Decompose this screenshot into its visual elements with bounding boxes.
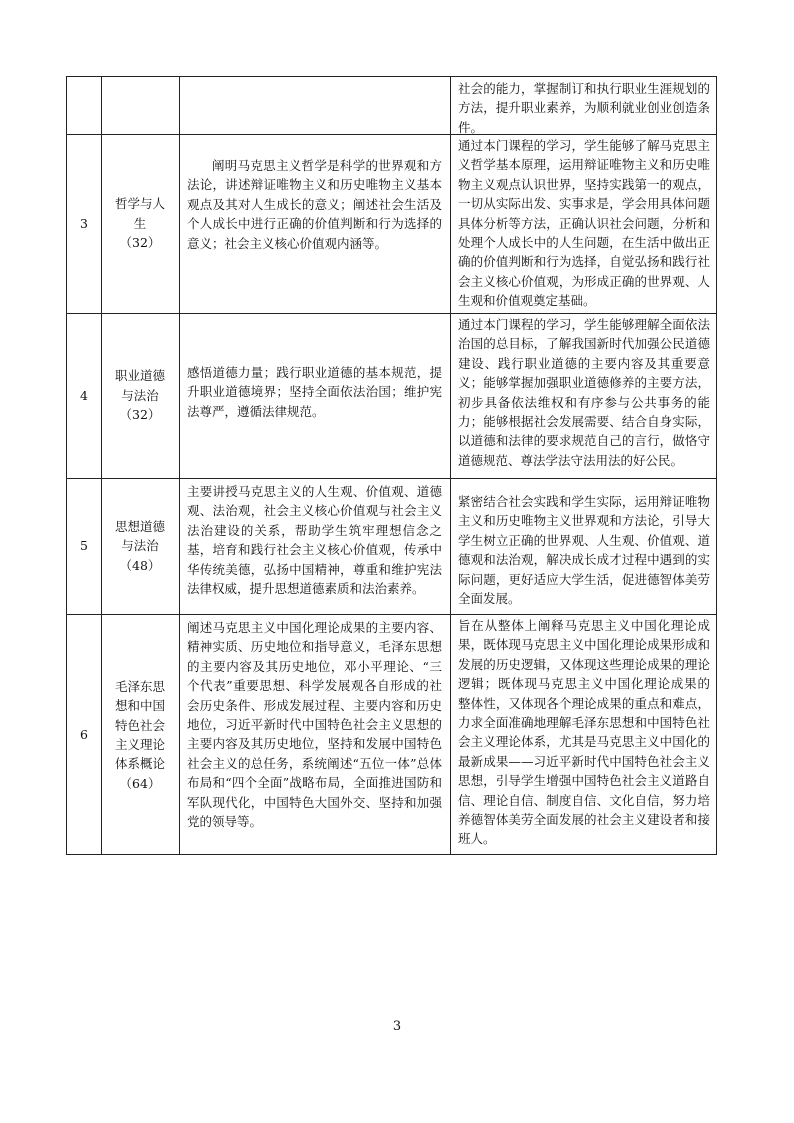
course-name-cell xyxy=(101,478,179,614)
course-content-text: 阐明马克思主义哲学是科学的世界观和方法论，讲述辩证唯物主义和历史唯物主义基本观点及其对人生成长的意义；阐述社会生活及个人成长中进行正确的价值判断和行为选择的意义；社会主义核心价值观内涵等。 xyxy=(187,158,442,251)
course-name-line: 思想道德 xyxy=(114,518,165,534)
course-number: 6 xyxy=(80,727,88,743)
course-name-line: （32） xyxy=(119,407,161,423)
page-number: 3 xyxy=(392,1019,402,1034)
course-number-cell xyxy=(67,614,101,856)
course-name xyxy=(115,366,165,424)
continuation-goal-cell xyxy=(450,77,718,134)
course-content-cell xyxy=(179,478,450,614)
course-goal-cell xyxy=(450,134,718,313)
course-content-cell xyxy=(179,614,450,856)
course-content-text: 主要讲授马克思主义的人生观、价值观、道德观、法治观，社会主义核心价值观与社会主义法治建设的关系，帮助学生筑牢理想信念之基，培育和践行社会主义核心价值观，传承中华传统美德，弘扬中国精神，尊重和维护宪法法律权威，提升思想道德素质和法治素养。 xyxy=(187,484,442,597)
course-content-cell xyxy=(179,313,450,478)
course-number-cell xyxy=(67,478,101,614)
course-goal-text: 通过本门课程的学习，学生能够了解马克思主义哲学基本原理，运用辩证唯物主义和历史唯物主义观点认识世界，坚持实践第一的观点，一切从实际出发、实事求是，学会用具体问题具体分析等方法，正确认识社会问题，分析和处理个人成长中的人生问题，在生活中做出正确的价值判断和行为选择，自觉弘扬和践行社会主义核心价值观，为形成正确的世界观、人生观和价值观奠定基础。 xyxy=(458,138,710,309)
course-name-line: 毛泽东思 xyxy=(115,678,166,694)
course-content-text: 感悟道德力量；践行职业道德的基本规范，提升职业道德境界；坚持全面依法治国；维护宪法尊严，遵循法律规范。 xyxy=(187,365,442,419)
course-name-line: 与法治 xyxy=(121,387,159,403)
course-number-cell xyxy=(67,134,101,313)
course-goal-cell xyxy=(450,614,718,856)
course-name-line: 特色社会 xyxy=(115,717,166,733)
course-name-line: 主义理论 xyxy=(115,737,166,752)
course-goal-text: 通过本门课程的学习，学生能够理解全面依法治国的总目标，了解我国新时代加强公民道德建设、践行职业道德的主要内容及其重要意义；能够掌握加强职业道德修养的主要方法，初步具备依法维权和有序参与公共事务的能力；能够根据社会发展需要、结合自身实际，以道德和法律的要求规范自己的言行，做恪守道德规范、尊法学法守法用法的好公民。 xyxy=(458,317,710,468)
course-name-line: 体系概论 xyxy=(115,756,166,772)
course-name xyxy=(115,677,165,793)
course-name-cell xyxy=(101,134,179,313)
course-name-line: 与法治 xyxy=(121,538,159,554)
course-name-line: 想和中国 xyxy=(115,698,166,714)
course-name-cell xyxy=(101,614,179,856)
course-name xyxy=(115,194,165,252)
course-content-cell xyxy=(179,134,450,313)
course-name-line: （48） xyxy=(119,557,161,573)
course-name-line: 生 xyxy=(133,215,147,231)
course-content-text: 阐述马克思主义中国化理论成果的主要内容、精神实质、历史地位和指导意义，毛泽东思想的主要内容及其历史地位，邓小平理论、“三个代表”重要思想、科学发展观各自形成的社会历史条件、形成发展过程、主要内容和历史地位，习近平新时代中国特色社会主义思想的主要内容及其历史地位，坚持和发展中国特色社会主义的总任务，系统阐述“五位一体”总体布局和“四个全面”战略布局，全面推进国防和军队现代化，中国特色大国外交、坚持和加强党的领导等。 xyxy=(187,620,442,830)
continuation-goal-text: 社会的能力，掌握制订和执行职业生涯规划的方法，提升职业素养，为顺利就业创业创造条件。 xyxy=(458,81,710,135)
course-goal-cell xyxy=(450,313,718,478)
course-name-line: （32） xyxy=(119,235,161,251)
course-goal-cell xyxy=(450,478,718,614)
course-goal-text: 旨在从整体上阐释马克思主义中国化理论成果，既体现马克思主义中国化理论成果形成和发展的历史逻辑，又体现这些理论成果的理论逻辑；既体现马克思主义中国化理论成果的 整体性，又体现各个理论成果的重点和难点，力求全面准确地理解毛泽东思想和中国特色社会主义理论体系，尤其是马克思主义中国化的最新成果——习近平新时代中国特色社会主义思想，引导学生增强中国特色社会主义道路自信、理论自信、制度自信、文化自信，努力培养德智体美劳全面发展的社会主义建设者和接班人。 xyxy=(458,618,710,847)
course-number-cell xyxy=(67,313,101,478)
course-number: 4 xyxy=(80,387,88,403)
course-goal-text: 紧密结合社会实践和学生实际，运用辩证唯物主义和历史唯物主义世界观和方法论，引导大学生树立正确的世界观、人生观、价值观、道德观和法治观，解决成长成才过程中遇到的实际问题，更好适应大学生活，促进德智体美劳全面发展。 xyxy=(458,494,710,607)
course-number: 3 xyxy=(80,215,88,231)
course-name-line: 职业道德 xyxy=(114,368,165,384)
course-name-line: 哲学与人 xyxy=(114,196,165,212)
course-name-cell xyxy=(101,313,179,478)
course-number: 5 xyxy=(80,538,88,554)
course-name-line: （64） xyxy=(119,775,161,791)
course-name xyxy=(115,517,165,575)
course-table xyxy=(66,76,717,855)
